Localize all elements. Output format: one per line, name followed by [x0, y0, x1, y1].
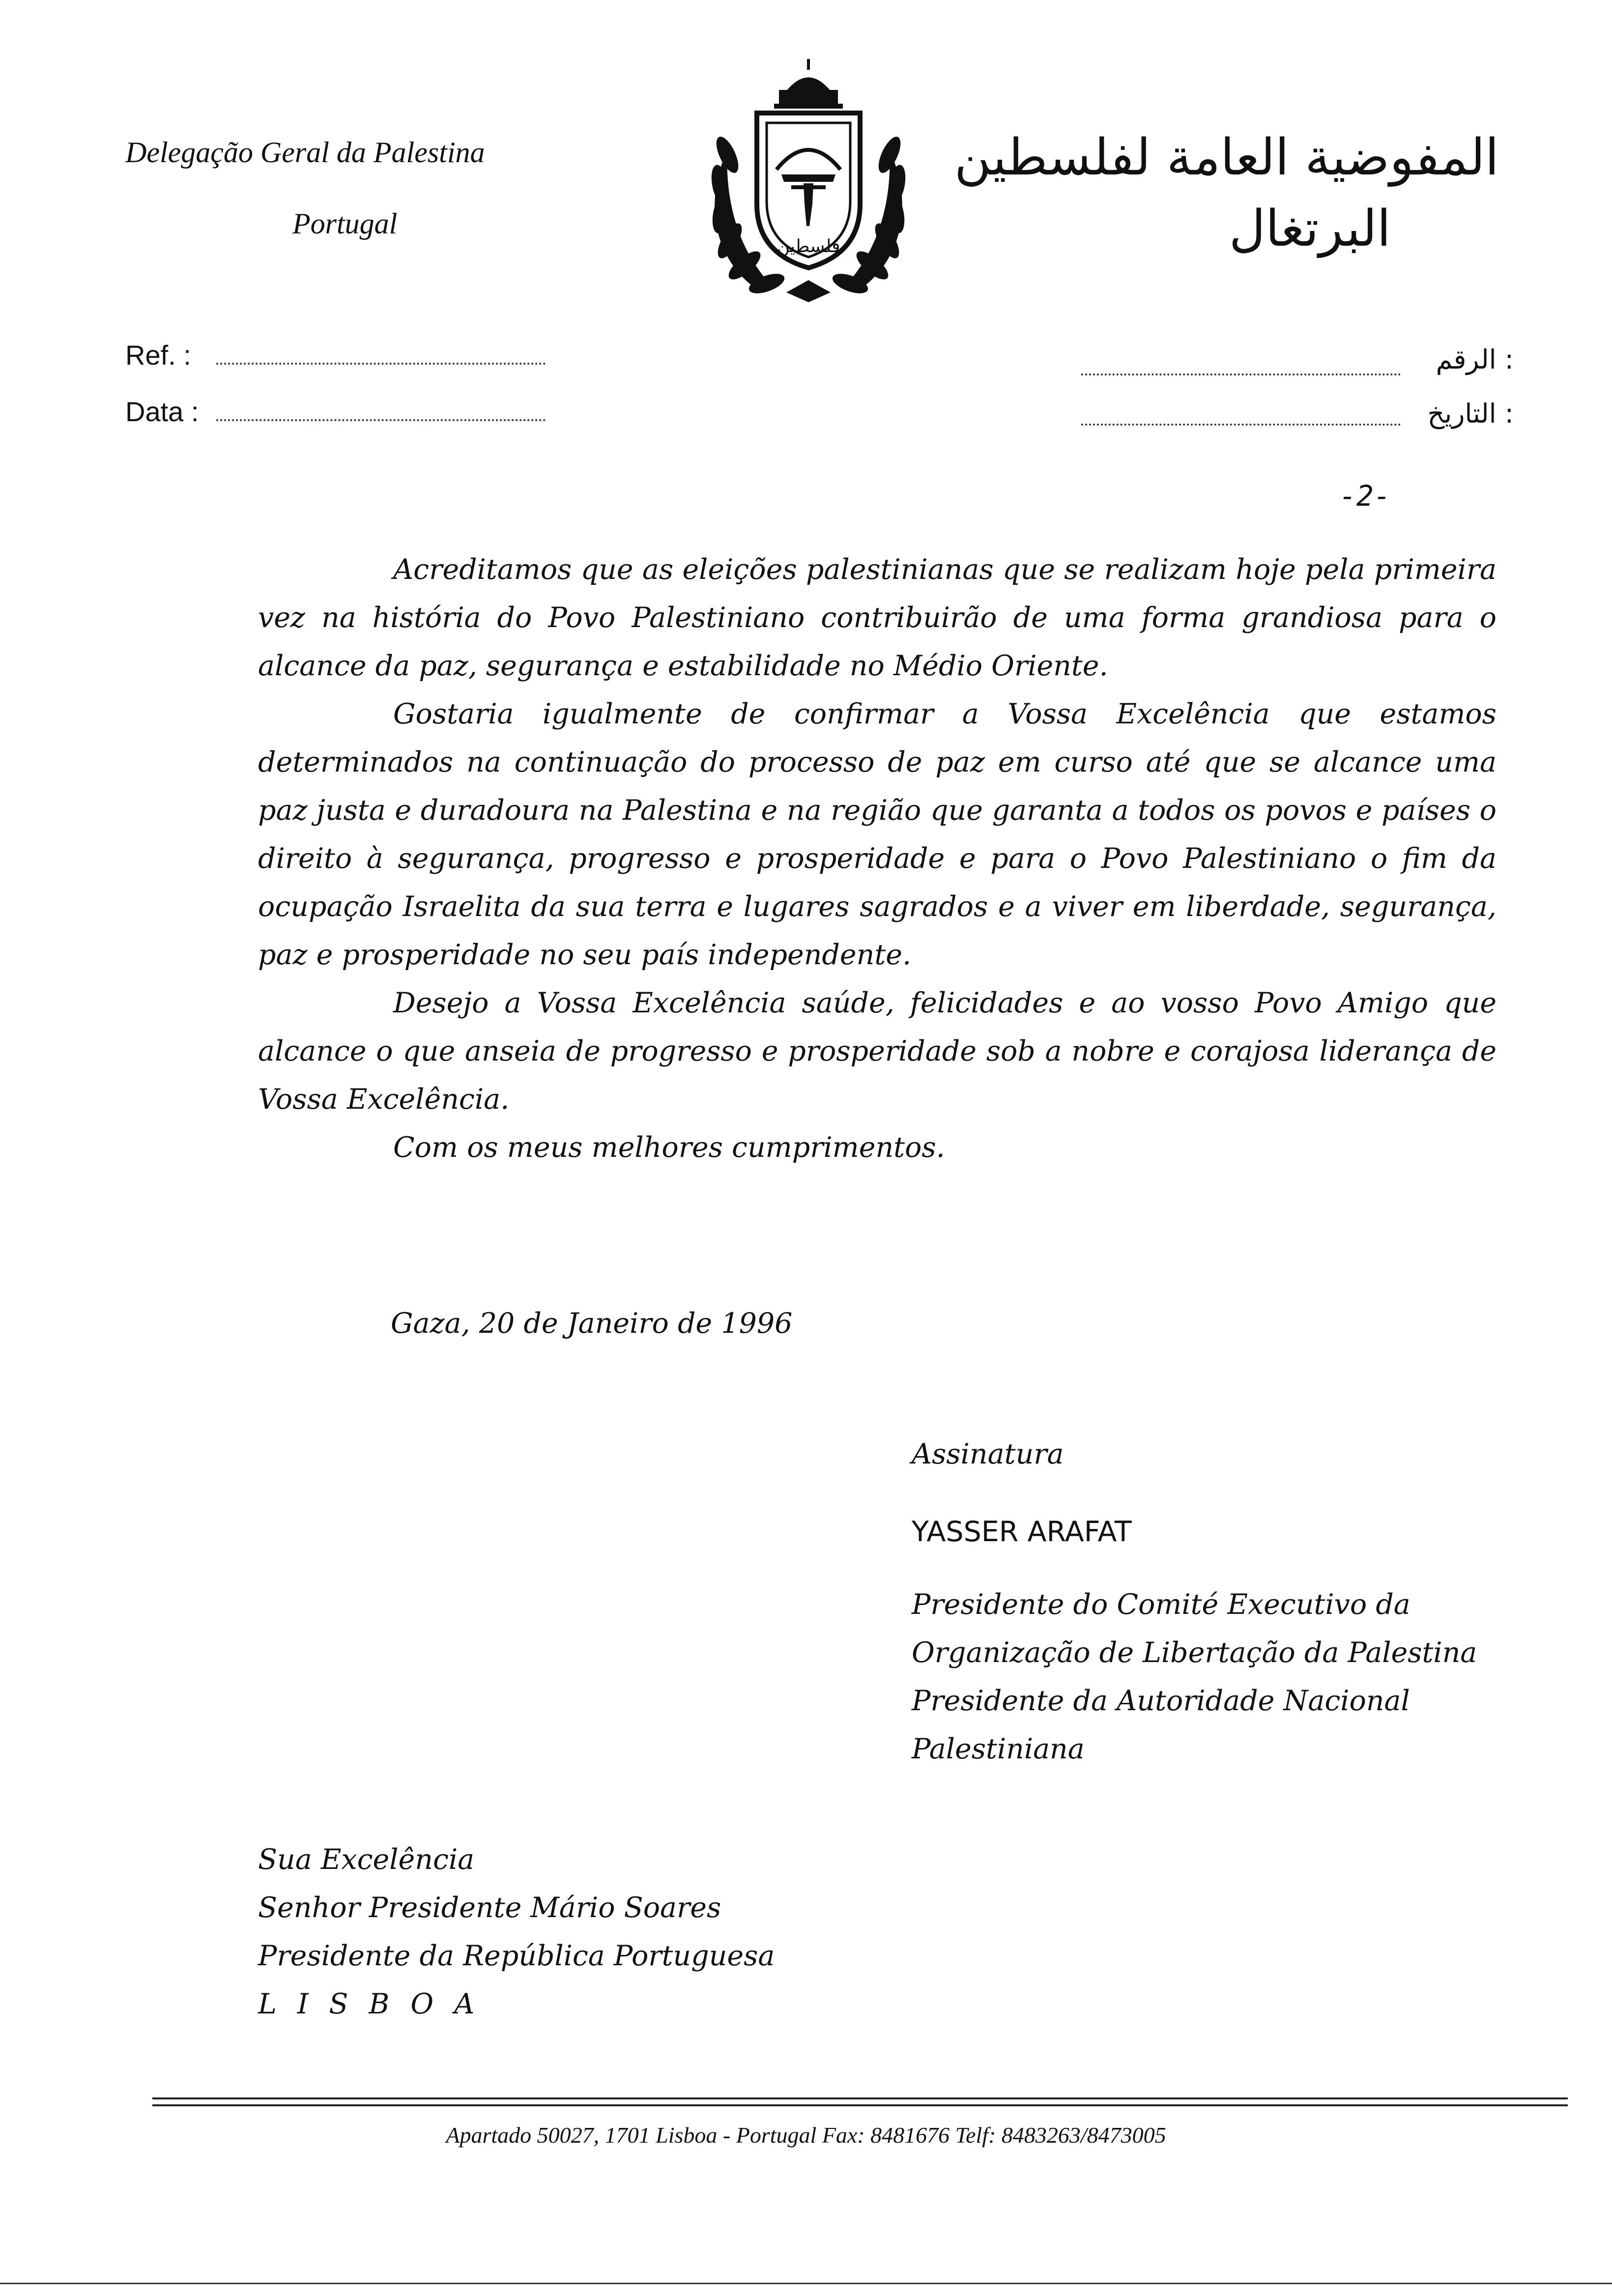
date-line-ar: [1081, 424, 1401, 426]
dateline: Gaza, 20 de Janeiro de 1996: [391, 1307, 793, 1340]
body-paragraph: Com os meus melhores cumprimentos.: [393, 1131, 945, 1164]
footer-rule: [152, 2097, 1568, 2099]
date-label: Data :: [125, 396, 199, 427]
emblem-inscription: فلسطين: [777, 236, 840, 257]
page-number: -2-: [1339, 479, 1391, 513]
country-ar: البرتغال: [1229, 200, 1391, 258]
signature-label: Assinatura: [912, 1438, 1064, 1470]
body-paragraph: Gostaria igualmente de confirmar a Vossa Excelência que estamos determinados na continuação do processo de paz em curso até que se alcance uma paz justa e duradoura na Palestina e na região que garanta a todos os povos e países o direito à segurança, progresso e prosperidade e para o Povo Palestiniano o fim da ocupação Israelita da sua terra e lugares sagrados e a viver em liberdade, segurança, paz e prosperidade no seu país independente.: [258, 698, 1497, 971]
letter-body: [258, 545, 1497, 1172]
page-edge-rule: [0, 2283, 1612, 2284]
country-pt: Portugal: [292, 207, 398, 240]
ref-label-ar: : الرقم: [1436, 344, 1514, 375]
addressee-city: LISBOA: [258, 1988, 495, 2020]
addressee-line: Sua Excelência: [258, 1843, 475, 1876]
ref-line: [216, 363, 546, 365]
date-label-ar: : التاريخ: [1427, 398, 1514, 429]
footer-contact: Apartado 50027, 1701 Lisboa - Portugal Fax: 8481676 Telf: 8483263/8473005: [446, 2123, 1166, 2148]
signature-block: [912, 1430, 1477, 1773]
org-name-ar: المفوضية العامة لفلسطين: [954, 128, 1499, 187]
addressee-line: Presidente da República Portuguesa: [258, 1940, 775, 1972]
body-paragraph: Acreditamos que as eleições palestinianas que se realizam hoje pela primeira vez na história do Povo Palestiniano contribuirão de uma forma grandiosa para o alcance da paz, segurança e estabilidade no Médio Oriente.: [258, 553, 1497, 682]
palestine-emblem-icon: [681, 57, 936, 312]
ref-line-ar: [1081, 373, 1401, 375]
signatory-name: YASSER ARAFAT: [912, 1516, 1132, 1548]
signatory-title-line: Organização de Libertação da Palestina: [912, 1636, 1477, 1669]
signatory-title-line: Presidente da Autoridade Nacional: [912, 1685, 1410, 1717]
ref-label: Ref. :: [125, 340, 191, 371]
footer-rule: [152, 2104, 1568, 2106]
signatory-title-line: Presidente do Comité Executivo da: [912, 1588, 1410, 1621]
date-line: [216, 419, 546, 421]
signatory-title-line: Palestiniana: [912, 1733, 1085, 1765]
addressee-line: Senhor Presidente Mário Soares: [258, 1892, 721, 1924]
body-paragraph: Desejo a Vossa Excelência saúde, felicidades e ao vosso Povo Amigo que alcance o que anseia de progresso e prosperidade sob a nobre e corajosa liderança de Vossa Excelência.: [258, 987, 1497, 1116]
addressee-block: [258, 1836, 775, 2028]
org-name-pt: Delegação Geral da Palestina: [125, 136, 485, 169]
